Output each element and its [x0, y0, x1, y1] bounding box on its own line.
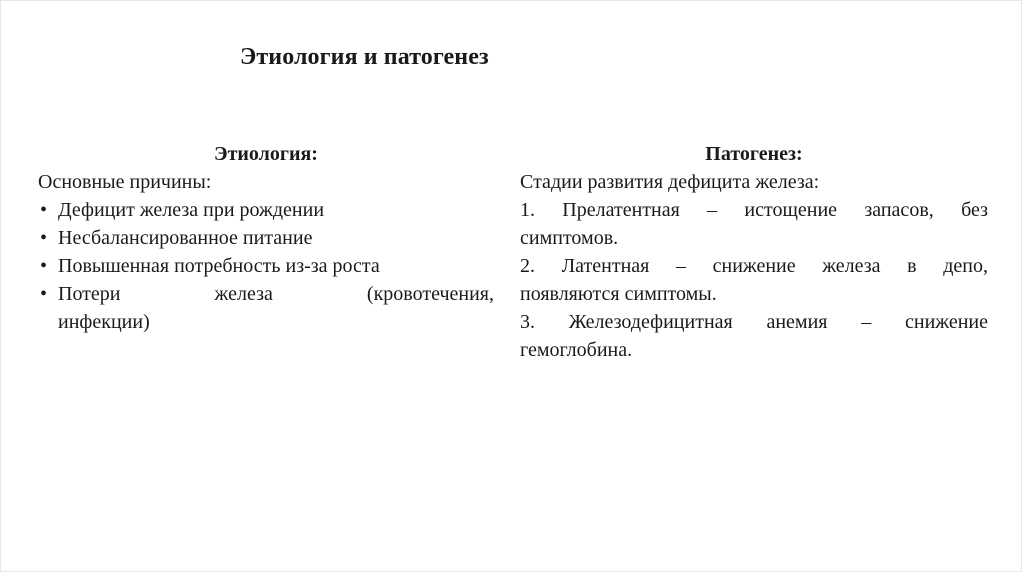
stage-text-continued: появляются симптомы. [520, 283, 717, 305]
list-item [38, 280, 494, 336]
stage-item [520, 252, 988, 308]
stage-text-continued: гемоглобина. [520, 339, 633, 361]
slide-title: Этиология и патогенез [240, 44, 489, 70]
bullet-icon: • [40, 283, 48, 305]
list-item-text: Дефицит железа при рождении [58, 199, 325, 221]
pathogenesis-intro: Стадии развития дефицита железа: [520, 171, 820, 193]
list-item-text: Повышенная потребность из-за роста [58, 255, 380, 277]
list-item-text-continued: инфекции) [58, 311, 150, 333]
stage-text: 2. Латентная – снижение железа в депо, [520, 255, 988, 277]
stage-item [520, 308, 988, 364]
stage-text: 1. Прелатентная – истощение запасов, без [520, 199, 988, 221]
etiology-heading: Этиология: [214, 143, 318, 165]
stage-text: 3. Железодефицитная анемия – снижение [520, 311, 988, 333]
stage-text-continued: симптомов. [520, 227, 619, 249]
pathogenesis-column [520, 140, 988, 364]
bullet-icon: • [40, 255, 48, 277]
etiology-intro: Основные причины: [38, 171, 212, 193]
stage-item [520, 196, 988, 252]
list-item-text: Несбалансированное питание [58, 227, 313, 249]
bullet-icon: • [40, 227, 48, 249]
list-item-text: Потери железа (кровотечения, [58, 283, 494, 305]
bullet-icon: • [40, 199, 48, 221]
list-item [38, 252, 494, 280]
etiology-column [38, 140, 494, 336]
etiology-list [38, 196, 494, 336]
list-item [38, 224, 494, 252]
list-item [38, 196, 494, 224]
pathogenesis-heading: Патогенез: [705, 143, 803, 165]
